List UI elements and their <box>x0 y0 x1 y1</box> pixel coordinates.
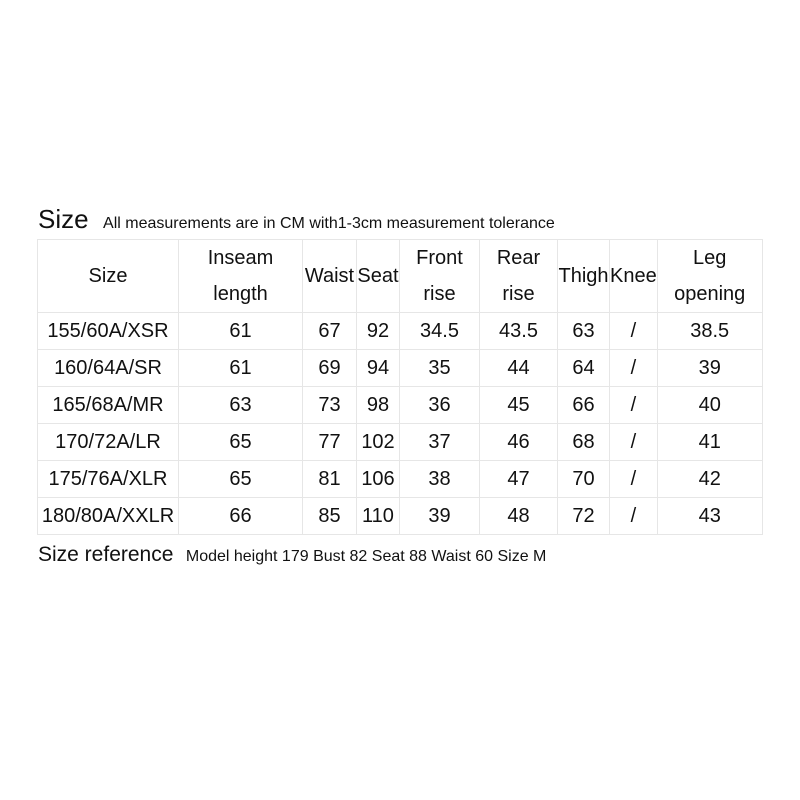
size-reference <box>38 543 546 567</box>
header-front-rise <box>400 240 480 313</box>
header-text: rise <box>502 283 535 305</box>
cell-leg-opening: 41 <box>657 424 762 461</box>
cell-waist: 81 <box>303 461 357 498</box>
cell-waist: 77 <box>303 424 357 461</box>
cell-thigh: 63 <box>558 313 610 350</box>
header-seat <box>357 240 400 313</box>
table-row <box>38 461 763 498</box>
size-heading <box>38 204 555 235</box>
cell-rear-rise: 47 <box>480 461 558 498</box>
table-body <box>38 313 763 535</box>
cell-thigh: 70 <box>558 461 610 498</box>
cell-front-rise: 36 <box>400 387 480 424</box>
cell-seat: 110 <box>357 498 400 535</box>
cell-leg-opening: 39 <box>657 350 762 387</box>
cell-leg-opening: 38.5 <box>657 313 762 350</box>
cell-inseam-length: 66 <box>179 498 303 535</box>
cell-size: 155/60A/XSR <box>38 313 179 350</box>
table-row <box>38 387 763 424</box>
cell-waist: 67 <box>303 313 357 350</box>
header-text: Leg <box>693 247 727 269</box>
size-chart-table <box>37 239 763 535</box>
cell-front-rise: 35 <box>400 350 480 387</box>
cell-knee: / <box>610 350 658 387</box>
cell-inseam-length: 63 <box>179 387 303 424</box>
cell-inseam-length: 65 <box>179 424 303 461</box>
cell-size: 175/76A/XLR <box>38 461 179 498</box>
cell-inseam-length: 61 <box>179 350 303 387</box>
cell-thigh: 72 <box>558 498 610 535</box>
cell-front-rise: 39 <box>400 498 480 535</box>
size-reference-title: Size reference <box>38 543 174 566</box>
cell-knee: / <box>610 387 658 424</box>
cell-thigh: 64 <box>558 350 610 387</box>
cell-knee: / <box>610 461 658 498</box>
header-text: Waist <box>304 265 355 287</box>
cell-leg-opening: 43 <box>657 498 762 535</box>
cell-rear-rise: 45 <box>480 387 558 424</box>
header-text: opening <box>674 283 746 305</box>
table-row <box>38 424 763 461</box>
cell-waist: 69 <box>303 350 357 387</box>
header-text: rise <box>423 283 456 305</box>
cell-leg-opening: 40 <box>657 387 762 424</box>
table-row <box>38 313 763 350</box>
header-thigh <box>558 240 610 313</box>
cell-size: 165/68A/MR <box>38 387 179 424</box>
table-header-row <box>38 240 763 313</box>
header-size <box>38 240 179 313</box>
header-text: Seat <box>357 265 399 287</box>
cell-size: 180/80A/XXLR <box>38 498 179 535</box>
cell-rear-rise: 46 <box>480 424 558 461</box>
cell-front-rise: 37 <box>400 424 480 461</box>
model-details: Model height 179 Bust 82 Seat 88 Waist 60 Size M <box>185 548 547 565</box>
size-title: Size <box>38 204 89 234</box>
cell-front-rise: 34.5 <box>400 313 480 350</box>
cell-size: 160/64A/SR <box>38 350 179 387</box>
cell-knee: / <box>610 498 658 535</box>
header-text: Thigh <box>558 265 609 287</box>
header-inseam-length <box>179 240 303 313</box>
cell-inseam-length: 65 <box>179 461 303 498</box>
cell-front-rise: 38 <box>400 461 480 498</box>
cell-thigh: 66 <box>558 387 610 424</box>
table-row <box>38 498 763 535</box>
cell-seat: 92 <box>357 313 400 350</box>
cell-leg-opening: 42 <box>657 461 762 498</box>
cell-thigh: 68 <box>558 424 610 461</box>
table-row <box>38 350 763 387</box>
header-leg-opening <box>657 240 762 313</box>
cell-rear-rise: 48 <box>480 498 558 535</box>
header-text: Knee <box>610 265 657 287</box>
header-text: Rear <box>496 247 541 269</box>
header-knee <box>610 240 658 313</box>
cell-rear-rise: 44 <box>480 350 558 387</box>
header-text: Front <box>416 247 463 269</box>
cell-size: 170/72A/LR <box>38 424 179 461</box>
cell-knee: / <box>610 424 658 461</box>
header-text: Inseam <box>207 247 274 269</box>
cell-inseam-length: 61 <box>179 313 303 350</box>
header-text: length <box>213 283 268 305</box>
header-rear-rise <box>480 240 558 313</box>
cell-seat: 106 <box>357 461 400 498</box>
cell-seat: 102 <box>357 424 400 461</box>
header-text: Size <box>88 265 128 287</box>
measurement-note: All measurements are in CM with1-3cm measurement tolerance <box>103 215 555 232</box>
cell-seat: 98 <box>357 387 400 424</box>
header-waist <box>303 240 357 313</box>
cell-waist: 73 <box>303 387 357 424</box>
cell-waist: 85 <box>303 498 357 535</box>
cell-seat: 94 <box>357 350 400 387</box>
cell-knee: / <box>610 313 658 350</box>
cell-rear-rise: 43.5 <box>480 313 558 350</box>
